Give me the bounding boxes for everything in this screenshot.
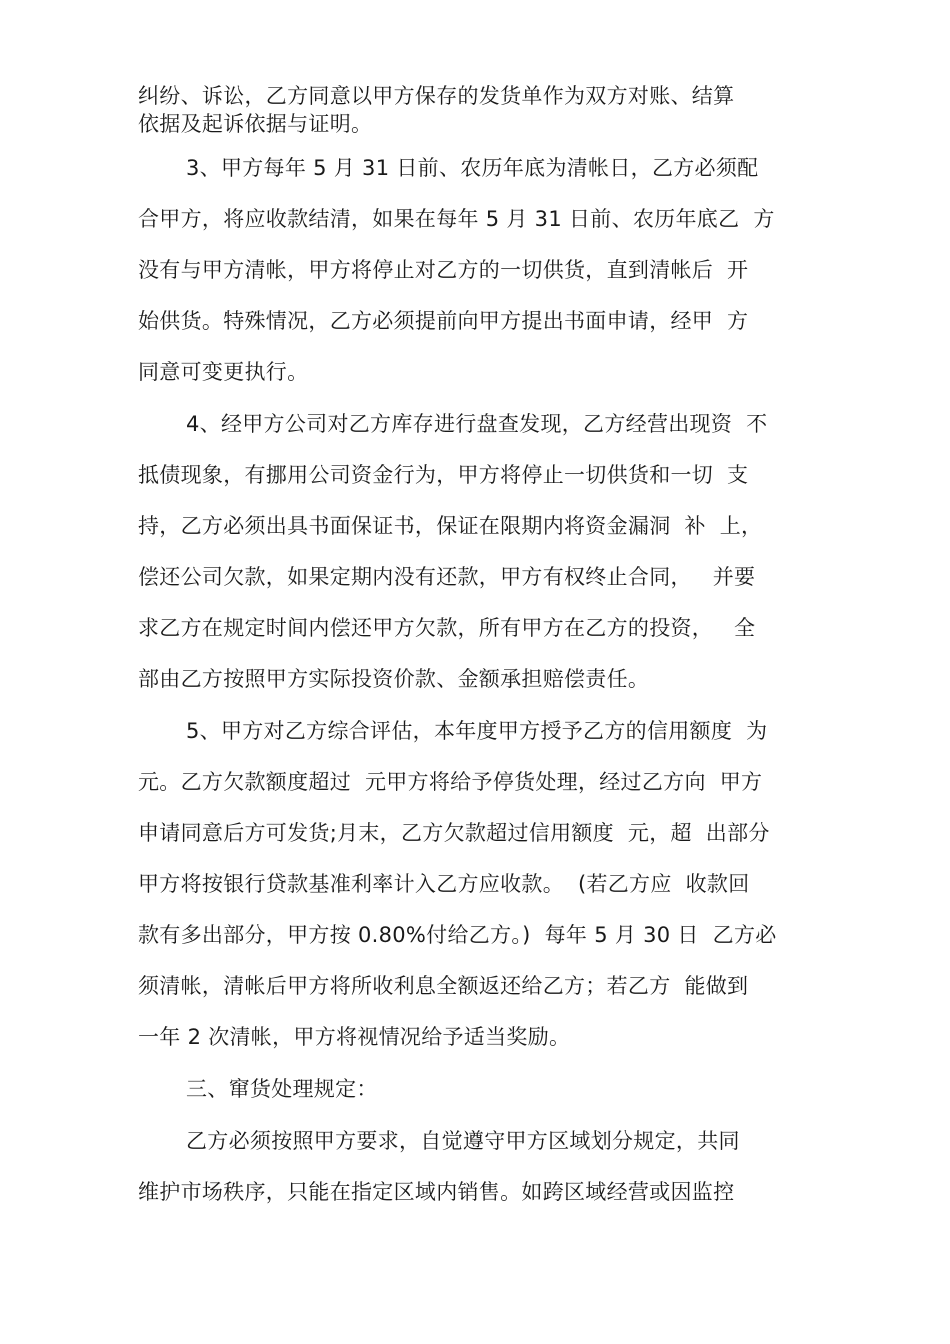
text-line: 一年 2 次清帐，甲方将视情况给予适当奖励。 <box>138 1025 571 1049</box>
text-line: 4、经甲方公司对乙方库存进行盘查发现，乙方经营出现资 不 <box>186 412 768 436</box>
text-line: 元。乙方欠款额度超过 元甲方将给予停货处理，经过乙方向 甲方 <box>138 770 763 794</box>
section-heading: 三、窜货处理规定： <box>186 1077 378 1101</box>
text-line: 甲方将按银行贷款基准利率计入乙方应收款。 (若乙方应 收款回 <box>138 872 750 896</box>
text-line: 始供货。特殊情况，乙方必须提前向甲方提出书面申请，经甲 方 <box>138 309 749 333</box>
text-line: 款有多出部分，甲方按 0.80%付给乙方。) 每年 5 月 30 日 乙方必 <box>138 923 777 947</box>
text-line: 同意可变更执行。 <box>138 360 309 384</box>
text-line: 纠纷、诉讼，乙方同意以甲方保存的发货单作为双方对账、结算 <box>138 84 735 108</box>
text-line: 维护市场秩序，只能在指定区域内销售。如跨区域经营或因监控 <box>138 1180 735 1204</box>
text-line: 部由乙方按照甲方实际投资价款、金额承担赔偿责任。 <box>138 667 650 691</box>
text-line: 没有与甲方清帐，甲方将停止对乙方的一切供货，直到清帐后 开 <box>138 258 749 282</box>
text-line: 3、甲方每年 5 月 31 日前、农历年底为清帐日，乙方必须配 <box>186 156 759 180</box>
text-line: 合甲方，将应收款结清，如果在每年 5 月 31 日前、农历年底乙 方 <box>138 207 775 231</box>
text-line: 抵债现象，有挪用公司资金行为，甲方将停止一切供货和一切 支 <box>138 463 749 487</box>
text-line: 依据及起诉依据与证明。 <box>138 112 373 136</box>
text-line: 须清帐，清帐后甲方将所收利息全额返还给乙方；若乙方 能做到 <box>138 974 749 998</box>
text-line: 5、甲方对乙方综合评估，本年度甲方授予乙方的信用额度 为 <box>186 719 768 743</box>
text-line: 偿还公司欠款，如果定期内没有还款，甲方有权终止合同， 并要 <box>138 565 756 589</box>
text-line: 乙方必须按照甲方要求，自觉遵守甲方区域划分规定，共同 <box>186 1129 740 1153</box>
text-line: 持，乙方必须出具书面保证书，保证在限期内将资金漏洞 补 上， <box>138 514 763 538</box>
text-line: 求乙方在规定时间内偿还甲方欠款，所有甲方在乙方的投资， 全 <box>138 616 756 640</box>
text-line: 申请同意后方可发货;月末，乙方欠款超过信用额度 元，超 出部分 <box>138 821 770 845</box>
